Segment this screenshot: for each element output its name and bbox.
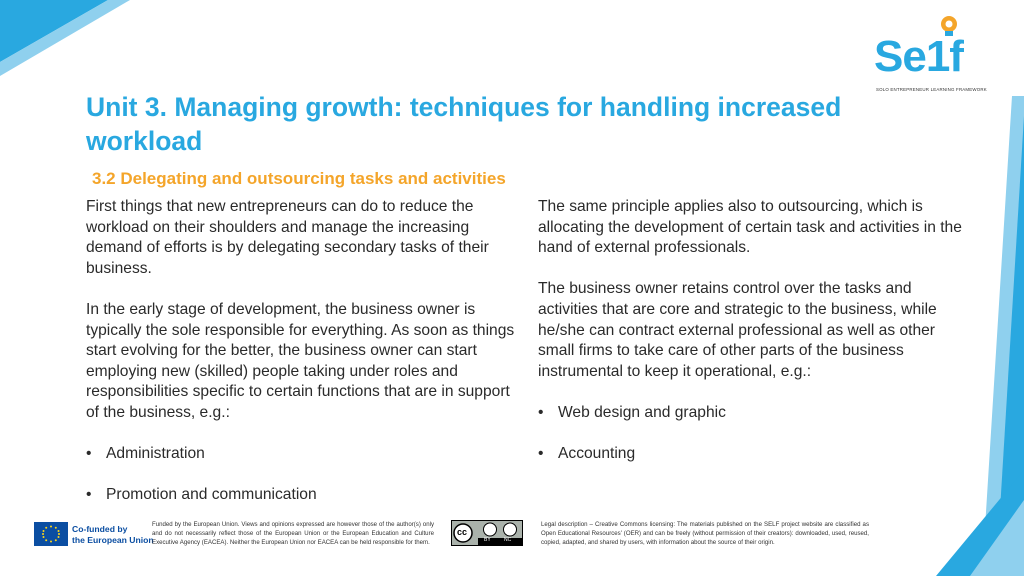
page-title: Unit 3. Managing growth: techniques for handling increased workload xyxy=(86,92,842,156)
list-item-text: Web design and graphic xyxy=(558,403,726,421)
list-item-text: Promotion and communication xyxy=(106,486,317,504)
list-item xyxy=(86,444,518,465)
left-column xyxy=(86,197,518,527)
list-item xyxy=(86,485,518,506)
list-item-text: Accounting xyxy=(558,445,636,463)
funding-disclaimer: Funded by the European Union. Views and opinions expressed are however those of the author(s) only and do not necessarily reflect those of the European Union or the European Education and Culture Executive Agency (EACEA). Neither the European Union nor EACEA can be held responsible for them. xyxy=(152,521,434,547)
logo-tagline: SOLO ENTREPRENEUR LEARNING FRAMEWORK xyxy=(876,87,987,92)
paragraph: First things that new entrepreneurs can do to reduce the workload on their shoulders and manage the increasing demand of efforts is by delegating secondary tasks of their business. xyxy=(86,198,489,277)
no-dollar-icon xyxy=(504,523,517,536)
bullet-list xyxy=(538,403,964,465)
list-item xyxy=(538,444,964,465)
top-left-decoration xyxy=(0,0,130,80)
list-item xyxy=(538,403,964,424)
eu-cofunded-label: Co-funded by the European Union xyxy=(72,524,154,545)
list-item-text: Administration xyxy=(106,445,205,463)
bullet-icon: • xyxy=(538,445,544,463)
paragraph: In the early stage of development, the business owner is typically the sole responsible for everything. As soon as things start evolving for the better, the business owner can start employing new (skilled) people taking under roles and responsibilities specific to certain functions that are in support of the business, e.g.: xyxy=(86,300,515,421)
person-icon xyxy=(484,523,497,536)
paragraph: The business owner retains control over the tasks and activities that are core and strategic to the business, while he/she can contract external professional as well as other small firms to take care of other parts of the business instrumental to keep it operational, e.g.: xyxy=(538,280,937,380)
paragraph: The same principle applies also to outsourcing, which is allocating the development of certain task and activities in the hand of external professionals. xyxy=(538,198,962,257)
cc-nc-label: NC xyxy=(504,537,512,543)
legal-description: Legal description – Creative Commons licensing: The materials published on the SELF project website are classified as Open Educational Resources' (OER) and can be freely (without permission of their creators): downloaded, used, reused, copied, adapted, and shared by users, with information about the source of their origin. xyxy=(541,521,869,547)
bullet-icon: • xyxy=(86,445,92,463)
cc-icon-text: cc xyxy=(457,527,468,537)
bullet-icon: • xyxy=(538,403,544,421)
logo-wordmark: Se1f xyxy=(874,32,963,81)
bullet-list xyxy=(86,444,518,506)
cc-license-badge xyxy=(451,520,523,546)
section-subtitle: 3.2 Delegating and outsourcing tasks and activities xyxy=(92,169,506,188)
eu-flag-icon xyxy=(34,522,68,546)
cc-by-label: BY xyxy=(484,537,491,543)
bullet-icon: • xyxy=(86,486,92,504)
right-column xyxy=(538,197,964,485)
